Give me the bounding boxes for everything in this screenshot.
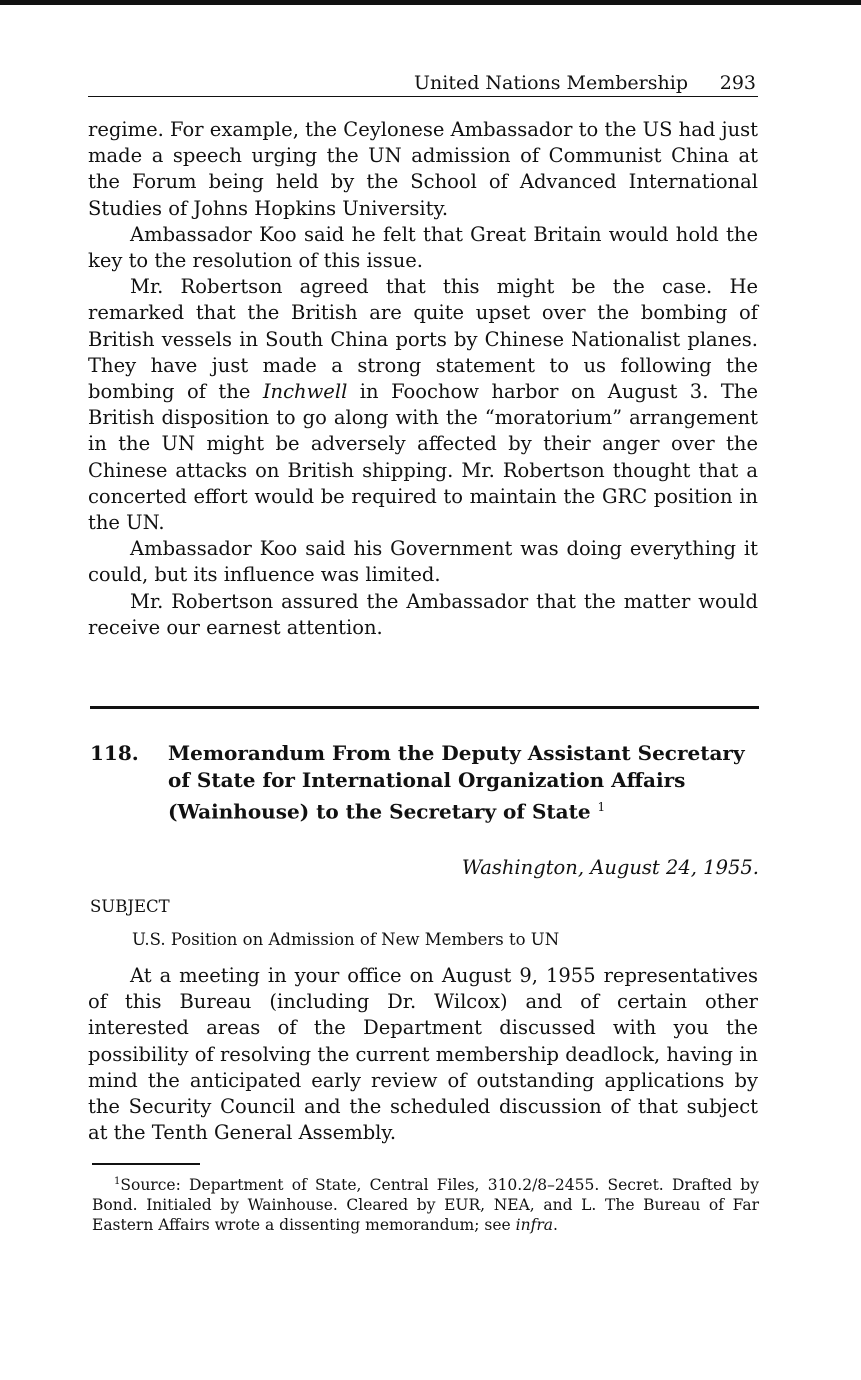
memo-body: At a meeting in your office on August 9, 1955 representatives of this Bureau (including Dr. Wilcox) and of certain other interested areas of the Department discussed with you the possibility of resolving the current membership deadlock, having in mind the anticipated early review of outstanding applications by the Security Council and the scheduled discussion of that subject at the Tenth General Assembly.	[88, 964, 758, 1145]
document-number: 118.	[90, 741, 139, 765]
paragraph-text: Mr. Robertson agreed that this might be the case. He remarked that the British are quite upset over the bombing of British vessels in South China ports by Chinese Nationalist planes. They have just made a strong statement to us following the bombing of the	[88, 275, 758, 404]
page-number: 293	[719, 72, 756, 94]
footnote-reference[interactable]: 1	[597, 800, 606, 814]
dateline: Washington, August 24, 1955.	[461, 856, 759, 879]
paragraph: Ambassador Koo said his Government was doing everything it could, but its influence was limited.	[88, 537, 758, 587]
running-head-title: United Nations Membership	[414, 72, 688, 94]
paragraph	[88, 274, 758, 536]
subject-text: U.S. Position on Admission of New Members to UN	[132, 930, 560, 949]
paragraph-text: in Foochow harbor on August 3. The British disposition to go along with the “moratorium” arrangement in the UN might be adversely affected by their anger over the Chinese attacks on British shipping. Mr. Robertson thought that a concerted effort would be required to maintain the GRC position in the UN.	[88, 380, 759, 535]
footnote-rule	[92, 1163, 200, 1165]
document-title	[168, 740, 758, 826]
footnote	[92, 1172, 759, 1235]
footnote-italic-ref: infra	[515, 1216, 553, 1235]
ship-name: Inchwell	[262, 380, 348, 404]
paragraph: regime. For example, the Ceylonese Ambassador to the US had just made a speech urging the UN admission of Communist China at the Forum being held by the School of Advanced International Studies of Johns Hopkins University.	[88, 118, 758, 220]
footnote-mark: 1	[114, 1176, 121, 1187]
section-divider	[90, 706, 759, 709]
paragraph: Ambassador Koo said he felt that Great Britain would hold the key to the resolution of this issue.	[88, 222, 758, 273]
document-title-text: Memorandum From the Deputy Assistant Secretary of State for International Organization Affairs (Wainhouse) to the Secretary of State	[168, 741, 745, 824]
top-border	[0, 0, 861, 5]
continued-text	[88, 117, 758, 641]
footnote-end: .	[552, 1216, 558, 1235]
paragraph: Mr. Robertson assured the Ambassador that the matter would receive our earnest attention.	[88, 589, 758, 639]
footnote-text: Source: Department of State, Central Files, 310.2/8–2455. Secret. Drafted by Bond. Initialed by Wainhouse. Cleared by EUR, NEA, and L. The Bureau of Far Eastern Affairs wrote a dissenting memorandum; see	[92, 1176, 759, 1235]
subject-label: SUBJECT	[90, 897, 170, 916]
running-head	[88, 70, 758, 97]
